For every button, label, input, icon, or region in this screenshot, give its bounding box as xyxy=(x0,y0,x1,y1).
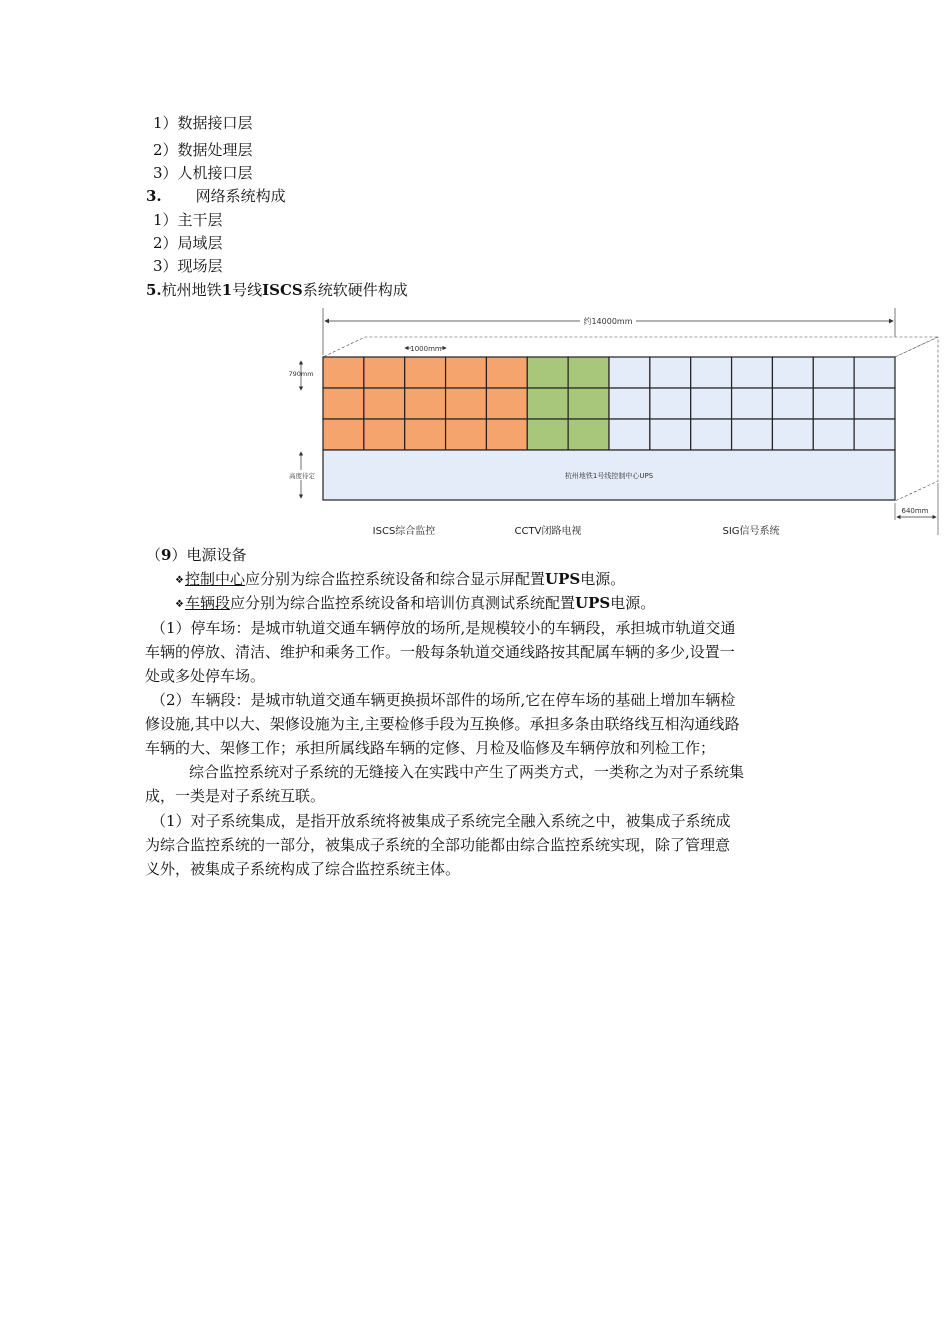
sig-cabinet-cell xyxy=(609,388,650,419)
control-center-link[interactable]: 控制中心 xyxy=(184,570,245,588)
iscs-cabinet-cell xyxy=(486,357,527,388)
diamond-bullet-icon: ❖ xyxy=(175,599,184,610)
sig-cabinet-cell xyxy=(854,419,895,450)
cabinet-cell-grid xyxy=(323,357,895,450)
power-heading-number: 9 xyxy=(161,546,172,564)
power-bullet-control-center xyxy=(175,569,625,591)
network-heading-number: 3. xyxy=(146,187,162,205)
parking-lot-paragraph xyxy=(145,616,810,688)
paragraph-line: 成，一类是对子系统互联。 xyxy=(145,787,326,805)
sig-cabinet-cell xyxy=(813,419,854,450)
sig-cabinet-cell xyxy=(813,388,854,419)
sig-cabinet-cell xyxy=(732,388,773,419)
iscs-cabinet-cell xyxy=(405,357,446,388)
network-heading-text: 网络系统构成 xyxy=(195,187,286,205)
cctv-cabinet-cell xyxy=(527,357,568,388)
sig-cabinet-cell xyxy=(650,419,691,450)
iscs-cabinet-cell xyxy=(364,419,405,450)
data-processing-layer-item: 2）数据处理层 xyxy=(153,141,253,159)
iscs-cabinet-cell xyxy=(405,388,446,419)
iscs-heading-system: ISCS xyxy=(262,281,303,299)
iscs-cabinet-cell xyxy=(446,419,487,450)
paragraph-line: 处或多处停车场。 xyxy=(145,667,266,685)
control-center-ups: UPS xyxy=(545,570,581,588)
power-equipment-heading xyxy=(146,545,246,565)
cell-height-label: 790mm xyxy=(288,370,314,378)
backbone-layer-item: 1）主干层 xyxy=(153,211,223,229)
field-layer-item: 3）现场层 xyxy=(153,257,223,275)
power-bullet-depot xyxy=(175,593,655,615)
power-heading-text: ）电源设备 xyxy=(171,546,247,564)
iscs-heading-line-number: 1 xyxy=(221,281,233,299)
paragraph-line: 车辆的大、架修工作；承担所属线路车辆的定修、月检及临修及车辆停放和列检工作； xyxy=(145,739,716,757)
sig-cabinet-cell xyxy=(813,357,854,388)
diamond-bullet-icon: ❖ xyxy=(175,575,184,586)
paragraph-line: （1）对子系统集成，是指开放系统将被集成子系统完全融入系统之中，被集成子系统成 xyxy=(151,812,731,830)
sig-cabinet-cell xyxy=(650,357,691,388)
sig-cabinet-cell xyxy=(772,357,813,388)
iscs-group-label: ISCS综合监控 xyxy=(372,526,436,537)
paragraph-line: 车辆的停放、清洁、维护和乘务工作。一般每条轨道交通线路按其配属车辆的多少,设置一 xyxy=(145,643,735,661)
sig-cabinet-cell xyxy=(650,388,691,419)
network-section-heading xyxy=(146,186,286,206)
sig-cabinet-cell xyxy=(772,388,813,419)
sig-cabinet-cell xyxy=(691,419,732,450)
iscs-cabinet-cell xyxy=(323,388,364,419)
power-heading-open-paren: （ xyxy=(146,546,162,564)
iscs-cabinet-cell xyxy=(405,419,446,450)
depot-link[interactable]: 车辆段 xyxy=(184,594,230,612)
cabinet-layout-diagram xyxy=(280,300,945,545)
base-height-label: 高度待定 xyxy=(289,472,315,480)
cctv-cabinet-cell xyxy=(568,357,609,388)
cell-width-dimension-label: 1000mm xyxy=(410,345,442,353)
paragraph-line: 修设施,其中以大、架修设施为主,主要检修手段为互换修。承担多条由联络线互相沟通线路 xyxy=(145,715,740,733)
sig-cabinet-cell xyxy=(691,388,732,419)
sig-cabinet-cell xyxy=(732,357,773,388)
paragraph-line: 综合监控系统对子系统的无缝接入在实践中产生了两类方式，一类称之为对子系统集 xyxy=(189,763,745,781)
iscs-cabinet-cell xyxy=(364,388,405,419)
iscs-cabinet-cell xyxy=(323,357,364,388)
cctv-group-label: CCTV闭路电视 xyxy=(514,526,582,537)
iscs-heading-part-a: 杭州地铁 xyxy=(161,281,222,299)
iscs-cabinet-cell xyxy=(486,419,527,450)
sig-cabinet-cell xyxy=(854,357,895,388)
cctv-cabinet-cell xyxy=(568,388,609,419)
data-interface-layer-item: 1）数据接口层 xyxy=(153,114,253,132)
cctv-cabinet-cell xyxy=(527,419,568,450)
sig-cabinet-cell xyxy=(609,357,650,388)
cabinet-side-face xyxy=(895,337,938,501)
control-center-text: 应分别为综合监控系统设备和综合显示屏配置 xyxy=(244,570,545,588)
depot-ups: UPS xyxy=(575,594,611,612)
iscs-cabinet-cell xyxy=(323,419,364,450)
iscs-cabinet-cell xyxy=(486,388,527,419)
width-dimension-label: 约14000mm xyxy=(583,317,633,326)
paragraph-line: （1）停车场：是城市轨道交通车辆停放的场所,是规模较小的车辆段，承担城市轨道交通 xyxy=(151,619,736,637)
sig-cabinet-cell xyxy=(772,419,813,450)
iscs-cabinet-cell xyxy=(364,357,405,388)
cctv-cabinet-cell xyxy=(568,419,609,450)
depth-dimension-label: 640mm xyxy=(901,507,929,515)
iscs-heading-part-e: 系统软硬件构成 xyxy=(302,281,408,299)
paragraph-line: （2）车辆段：是城市轨道交通车辆更换损坏部件的场所,它在停车场的基础上增加车辆检 xyxy=(151,691,736,709)
cctv-cabinet-cell xyxy=(527,388,568,419)
lan-layer-item: 2）局域层 xyxy=(153,234,223,252)
integration-paragraph xyxy=(145,760,810,808)
iscs-heading-number: 5. xyxy=(146,281,162,299)
sig-cabinet-cell xyxy=(691,357,732,388)
sig-cabinet-cell xyxy=(732,419,773,450)
iscs-cabinet-cell xyxy=(446,357,487,388)
control-center-tail: 电源。 xyxy=(580,570,626,588)
iscs-cabinet-cell xyxy=(446,388,487,419)
sig-group-label: SIG信号系统 xyxy=(722,526,780,537)
paragraph-line: 义外，被集成子系统构成了综合监控系统主体。 xyxy=(145,860,461,878)
hmi-layer-item: 3）人机接口层 xyxy=(153,164,253,182)
subsystem-integration-paragraph xyxy=(145,809,810,881)
depot-tail: 电源。 xyxy=(610,594,656,612)
sig-cabinet-cell xyxy=(609,419,650,450)
iscs-heading-part-c: 号线 xyxy=(232,281,263,299)
paragraph-line: 为综合监控系统的一部分，被集成子系统的全部功能都由综合监控系统实现，除了管理意 xyxy=(145,836,731,854)
iscs-section-heading xyxy=(146,280,408,300)
sig-cabinet-cell xyxy=(854,388,895,419)
ups-base-label: 杭州地铁1号线控制中心UPS xyxy=(564,472,654,480)
depot-paragraph xyxy=(145,688,810,760)
depot-text: 应分别为综合监控系统设备和培训仿真测试系统配置 xyxy=(229,594,575,612)
